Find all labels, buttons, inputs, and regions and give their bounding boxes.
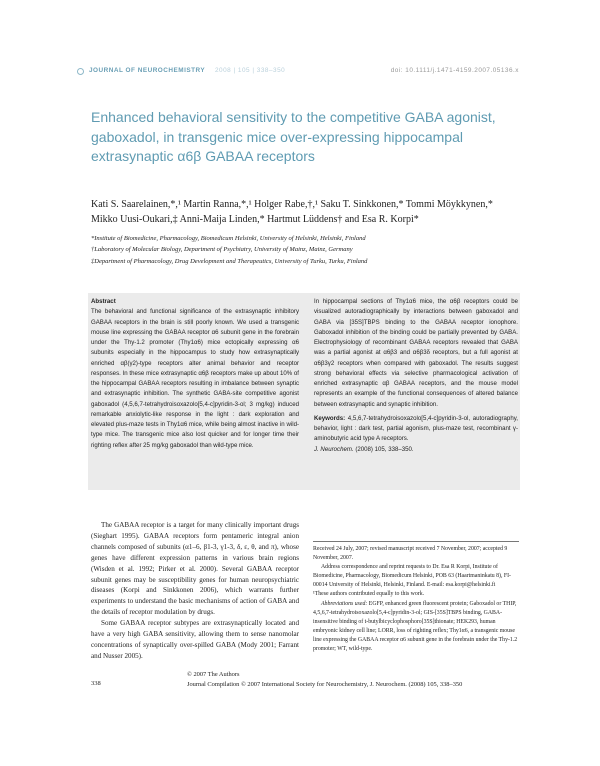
citation: (2008) 105, 338–350. xyxy=(355,445,414,453)
abstract-left-column xyxy=(91,297,299,451)
citation-journal: J. Neurochem. xyxy=(314,445,354,453)
equal-contribution: ¹These authors contributed equally to this work. xyxy=(313,591,425,598)
affiliations xyxy=(91,233,531,267)
abstract-text: In hippocampal sections of Thy1α6 mice, the α6β receptors could be visualized autoradiographically by interactions between gaboxadol and GABA via [35S]TBPS binding to the GABAA receptor ionophore. Gaboxadol inhibition of the binding could be partially prevented by GABA. Electrophysiology of recombinant GABAA receptors revealed that GABA was a partial agonist at α6β3 and α6β3δ receptors, but a full agonist at α6β3γ2 receptors when compared with gaboxadol. The results suggest strong behavioral effects via selective pharmacological activation of enriched extrasynaptic αβ GABAA receptors, and the mouse model represents an example of the functional consequences of altered balance between extrasynaptic and synaptic inhibition. xyxy=(314,298,518,408)
article-title: Enhanced behavioral sensitivity to the competitive GABA agonist, gaboxadol, in transgenic mice over-expressing hippocampal extrasynaptic α6β GABAA receptors xyxy=(91,109,496,164)
received-dates: Received 24 July, 2007; revised manuscript received 7 November, 2007; accepted 9 November, 2007. xyxy=(313,546,508,562)
affiliation: †Laboratory of Molecular Biology, Department of Psychiatry, University of Mainz, Mainz, Germany xyxy=(91,246,353,254)
footer xyxy=(187,670,527,690)
running-header xyxy=(77,66,519,80)
copyright: © 2007 The Authors xyxy=(187,671,240,678)
author-list xyxy=(91,198,531,227)
paragraph: The GABAA receptor is a target for many clinically important drugs (Sieghart 1995). GABAA receptors form pentameric integral anion channels composed of subunits (α1–6, β1-3, γ1-3, δ, ε, θ, and π), whose genes have different expression patterns in various brain regions (Wisden et al. 1992; Pirker et al. 2000). Several GABAA receptor subunit genes may be susceptibility genes for human neuropsychiatric diseases (Korpi and Sinkkonen 2006), which warrants further experiments to understand the basic mechanisms of action of GABA and the details of receptor modulation by drugs. xyxy=(91,521,299,617)
abbreviations-label: Abbreviations used: xyxy=(321,600,368,607)
correspondence: Address correspondence and reprint requests to Dr. Esa R Korpi, Institute of Biomedicine, Pharmacology, Biomedicum Helsinki, POB 63 (Haartmaninkatu 8), FI-00014 University of Helsinki, Helsinki, Finland. E-mail: esa.korpi@helsinki.fi xyxy=(313,564,511,589)
paragraph: Some GABAA receptor subtypes are extrasynaptically located and have a very high GABA sensitivity, allowing them to sense nanomolar concentrations of synaptically over-spilled GABA (Mody 2001; Farrant and Nusser 2005). xyxy=(91,619,299,660)
author-line: Kati S. Saarelainen,*,¹ Martin Ranna,*,¹ Holger Rabe,†,¹ Saku T. Sinkkonen,* Tommi Möykkynen,* xyxy=(91,199,493,210)
footnote-rule xyxy=(313,541,519,542)
journal-logo-icon xyxy=(77,68,84,75)
keywords: 4,5,6,7-tetrahydroisoxazolo[5,4-c]pyridin-3-ol, autoradiography, behavior, light : dark test, partial agonism, plus-maze test, recombinant γ-aminobutyric acid type A receptors. xyxy=(314,414,518,443)
keywords-label: Keywords: xyxy=(314,414,346,422)
abbreviations: EGFP, enhanced green fluorescent protein; Gaboxadol or THIP, 4,5,6,7-tetrahydroisoxazolo[5,4-c]pyridin-3-ol; GIS-[35S]TBPS binding, GABA-insensitive binding of t-butylbicyclophosphoro[35S]thionate; HEK293, human embryonic kidney cell line; LORR, loss of righting reflex; Thy1α6, a transgenic mouse line expressing the GABAA receptor α6 subunit gene in the forebrain under the Thy-1.2 promoter; WT, wild-type. xyxy=(313,600,518,653)
footnotes xyxy=(313,545,519,654)
doi-link[interactable]: doi: 10.1111/j.1471-4159.2007.05136.x xyxy=(390,67,519,74)
volume-info: 2008 | 105 | 338–350 xyxy=(215,67,286,74)
affiliation: ‡Department of Pharmacology, Drug Development and Therapeutics, University of Turku, Turku, Finland xyxy=(91,257,368,265)
abstract-right-column xyxy=(314,297,518,455)
affiliation: *Institute of Biomedicine, Pharmacology, Biomedicum Helsinki, University of Helsinki, Helsinki, Finland xyxy=(91,235,366,242)
abstract-heading: Abstract xyxy=(91,298,116,305)
body-text xyxy=(91,520,299,662)
page-number: 338 xyxy=(91,680,101,687)
journal-compilation: Journal Compilation © 2007 International Society for Neurochemistry, J. Neurochem. (2008) 105, 338–350 xyxy=(187,681,463,688)
journal-name[interactable]: JOURNAL OF NEUROCHEMISTRY xyxy=(89,67,206,74)
abstract-text: The behavioral and functional significance of the extrasynaptic inhibitory GABAA receptors in the brain is still poorly known. We used a transgenic mouse line expressing the GABAA receptor α6 subunit gene in the forebrain under the Thy-1.2 promoter (Thy1α6) mice ectopically expressing α6 subunits especially in the hippocampus to study how extrasynaptically enriched αβ(γ2)-type receptors alter animal behavior and receptor responses. In these mice extrasynaptic α6β receptors make up about 10% of the hippocampal GABAA receptors resulting in imbalance between synaptic and extrasynaptic inhibition. The synthetic GABA-site competitive agonist gaboxadol (4,5,6,7-tetrahydroisoxazolo[5,4-c]pyridin-3-ol; 3 mg/kg) induced remarkable anxiolytic-like response in the light : dark exploration and elevated plus-maze tests in Thy1α6 mice, while being almost inactive in wild-type mice. The transgenic mice also lost quicker and for longer time their righting reflex after 25 mg/kg gaboxadol than wild-type mice. xyxy=(91,308,299,449)
author-line: Mikko Uusi-Oukari,‡ Anni-Maija Linden,* Hartmut Lüddens† and Esa R. Korpi* xyxy=(91,213,419,225)
